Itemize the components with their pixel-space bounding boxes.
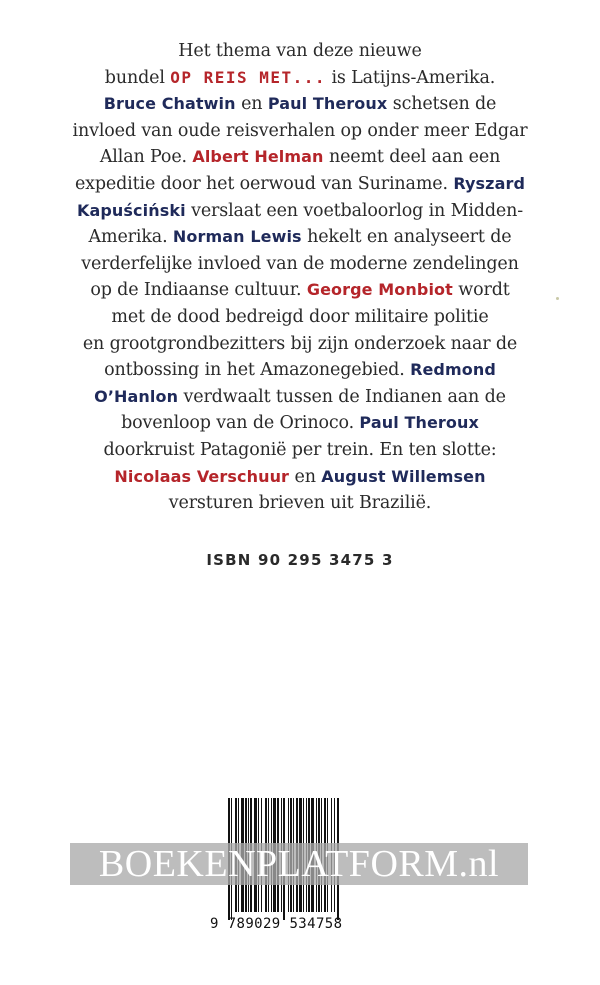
text-fragment: met de dood bedreigd door militaire politie: [111, 306, 489, 327]
blurb-line: [40, 251, 560, 278]
watermark-logo: BOEKENPLATFORM.nl: [98, 843, 500, 885]
author-name: Redmond: [410, 360, 496, 380]
author-name: George Monbiot: [306, 280, 453, 300]
text-fragment: Allan Poe.: [99, 147, 187, 168]
author-name: Paul Theroux: [267, 94, 388, 114]
text-fragment: op de Indiaanse cultuur.: [90, 280, 302, 301]
text-fragment: wordt: [458, 280, 510, 301]
series-title: OP REIS MET...: [170, 67, 327, 87]
author-name: August Willemsen: [321, 466, 486, 486]
isbn-number: ISBN 90 295 3475 3: [206, 551, 394, 569]
text-fragment: versturen brieven uit Brazilië.: [168, 493, 432, 514]
text-fragment: ontbossing in het Amazonegebied.: [104, 360, 405, 381]
text-fragment: bundel: [104, 67, 165, 88]
paper-speck: [556, 297, 559, 300]
text-fragment: Amerika.: [88, 227, 168, 248]
blurb-line: [40, 171, 560, 198]
author-name: Bruce Chatwin: [103, 94, 236, 114]
text-fragment: expeditie door het oerwoud van Suriname.: [74, 173, 448, 194]
blurb-line: [40, 198, 560, 225]
text-fragment: verslaat een voetbaloorlog in Midden-: [191, 200, 523, 221]
blurb-line: [40, 331, 560, 358]
barcode-digits: 9 789029 534758: [210, 916, 343, 932]
blurb-line: [40, 437, 560, 464]
blurb-line: [40, 304, 560, 331]
author-name: Paul Theroux: [359, 413, 479, 433]
text-fragment: schetsen de: [392, 94, 497, 115]
text-fragment: en: [294, 466, 316, 487]
blurb-text: [40, 38, 560, 517]
blurb-line: [40, 410, 560, 437]
author-name: Ryszard: [453, 173, 526, 193]
blurb-line: [40, 277, 560, 304]
text-fragment: doorkruist Patagonië per trein. En ten slotte:: [103, 439, 497, 460]
blurb-line: [40, 224, 560, 251]
blurb-line: [40, 91, 560, 118]
author-name: O’Hanlon: [94, 386, 179, 406]
text-fragment: en grootgrondbezitters bij zijn onderzoek naar de: [82, 333, 518, 354]
blurb-line: [40, 490, 560, 517]
text-fragment: is Latijns-Amerika.: [331, 67, 496, 88]
blurb-line: [40, 144, 560, 171]
text-fragment: verderfelijke invloed van de moderne zendelingen: [81, 253, 519, 274]
text-fragment: bovenloop van de Orinoco.: [121, 413, 354, 434]
blurb-line: [40, 118, 560, 145]
blurb-line: [40, 464, 560, 491]
text-fragment: hekelt en analyseert de: [307, 227, 512, 248]
blurb-line: [40, 38, 560, 65]
author-name: Norman Lewis: [172, 227, 302, 247]
blurb-line: [40, 357, 560, 384]
text-fragment: neemt deel aan een: [328, 147, 501, 168]
text-fragment: invloed van oude reisverhalen op onder meer Edgar: [72, 120, 528, 141]
author-name: Kapuściński: [76, 200, 186, 220]
text-fragment: en: [241, 94, 263, 115]
author-name: Albert Helman: [192, 147, 324, 167]
text-fragment: Het thema van deze nieuwe: [178, 41, 422, 61]
blurb-line: [40, 384, 560, 411]
text-fragment: verdwaalt tussen de Indianen aan de: [183, 386, 506, 407]
blurb-line: [40, 65, 560, 92]
author-name: Nicolaas Verschuur: [114, 466, 290, 486]
